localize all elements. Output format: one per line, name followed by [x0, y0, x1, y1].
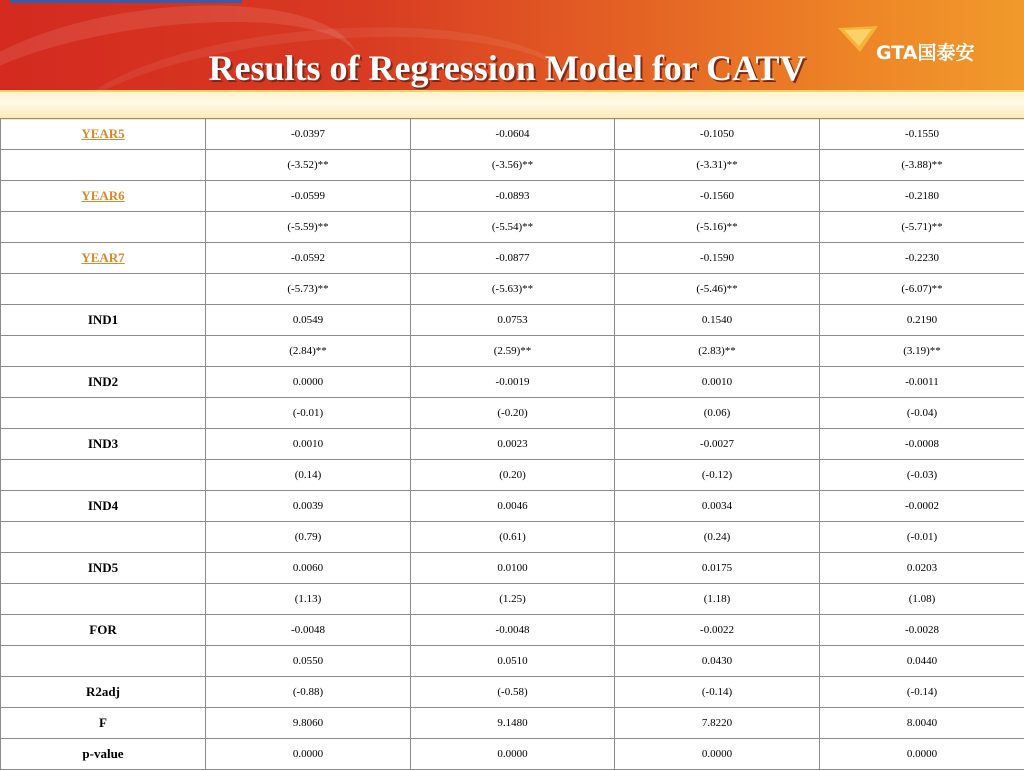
table-cell: (0.61) — [411, 522, 615, 553]
table-row — [1, 708, 1024, 739]
table-cell: -0.1560 — [615, 181, 820, 212]
table-cell: 0.0203 — [820, 553, 1024, 584]
table-cell: 9.1480 — [411, 708, 615, 739]
table-cell: (-0.04) — [820, 398, 1024, 429]
table-cell: 0.0000 — [206, 367, 411, 398]
variable-label — [1, 646, 206, 677]
variable-link[interactable]: YEAR5 — [1, 119, 206, 150]
variable-label: F — [1, 708, 206, 739]
table-cell: 0.0046 — [411, 491, 615, 522]
variable-label: FOR — [1, 615, 206, 646]
table-row — [1, 274, 1024, 305]
table-cell: 0.0010 — [206, 429, 411, 460]
table-cell: -0.1550 — [820, 119, 1024, 150]
table-cell: -0.0893 — [411, 181, 615, 212]
table-cell: 9.8060 — [206, 708, 411, 739]
table-cell: (-3.31)** — [615, 150, 820, 181]
logo-text: GTA国泰安 — [876, 38, 974, 65]
table-cell: (-0.88) — [206, 677, 411, 708]
table-cell: (-3.52)** — [206, 150, 411, 181]
table-body — [1, 119, 1024, 770]
slide-title: Results of Regression Model for CATV — [0, 44, 1014, 90]
gta-logo — [838, 26, 998, 66]
table-cell: (0.06) — [615, 398, 820, 429]
table-cell: 0.1540 — [615, 305, 820, 336]
table-cell: -0.2230 — [820, 243, 1024, 274]
table-cell: (0.79) — [206, 522, 411, 553]
table-cell: -0.0599 — [206, 181, 411, 212]
table-cell: (-6.07)** — [820, 274, 1024, 305]
table-row — [1, 739, 1024, 770]
table-cell: -0.0397 — [206, 119, 411, 150]
table-cell: (1.13) — [206, 584, 411, 615]
variable-label — [1, 398, 206, 429]
variable-link[interactable]: YEAR7 — [1, 243, 206, 274]
table-cell: (-0.20) — [411, 398, 615, 429]
table-cell: -0.0048 — [411, 615, 615, 646]
table-cell: (2.59)** — [411, 336, 615, 367]
table-cell: (1.18) — [615, 584, 820, 615]
table-cell: -0.0028 — [820, 615, 1024, 646]
table-cell: (0.20) — [411, 460, 615, 491]
table-row — [1, 460, 1024, 491]
variable-label: IND4 — [1, 491, 206, 522]
table-cell: -0.0592 — [206, 243, 411, 274]
logo-wing-icon — [838, 26, 878, 52]
table-row — [1, 491, 1024, 522]
table-cell: (2.83)** — [615, 336, 820, 367]
table-cell: 0.0034 — [615, 491, 820, 522]
table-cell: 0.0100 — [411, 553, 615, 584]
table-cell: (1.08) — [820, 584, 1024, 615]
table-cell: (1.25) — [411, 584, 615, 615]
table-cell: 0.0510 — [411, 646, 615, 677]
table-cell: 0.0060 — [206, 553, 411, 584]
slide-header — [0, 0, 1024, 90]
table-cell: (0.24) — [615, 522, 820, 553]
variable-label: IND5 — [1, 553, 206, 584]
table-cell: (-5.54)** — [411, 212, 615, 243]
table-cell: -0.0019 — [411, 367, 615, 398]
table-cell: (-0.14) — [820, 677, 1024, 708]
table-cell: 0.0440 — [820, 646, 1024, 677]
table-cell: 0.0549 — [206, 305, 411, 336]
table-cell: 0.0000 — [820, 739, 1024, 770]
table-row — [1, 243, 1024, 274]
table-cell: 0.0175 — [615, 553, 820, 584]
variable-label — [1, 522, 206, 553]
table-row — [1, 181, 1024, 212]
table-cell: 0.0550 — [206, 646, 411, 677]
table-cell: (-3.88)** — [820, 150, 1024, 181]
table-cell: (0.14) — [206, 460, 411, 491]
variable-label: IND1 — [1, 305, 206, 336]
variable-label — [1, 460, 206, 491]
table-cell: (-5.73)** — [206, 274, 411, 305]
table-cell: 0.0010 — [615, 367, 820, 398]
table-cell: (-5.59)** — [206, 212, 411, 243]
variable-label — [1, 336, 206, 367]
table-cell: 0.0430 — [615, 646, 820, 677]
table-cell: (-0.12) — [615, 460, 820, 491]
table-cell: 7.8220 — [615, 708, 820, 739]
table-row — [1, 212, 1024, 243]
top-accent-bar — [10, 0, 242, 3]
variable-link[interactable]: YEAR6 — [1, 181, 206, 212]
table-cell: (-0.03) — [820, 460, 1024, 491]
table-cell: 0.0000 — [206, 739, 411, 770]
table-cell: 0.0000 — [615, 739, 820, 770]
variable-label: p-value — [1, 739, 206, 770]
variable-label — [1, 150, 206, 181]
variable-label: R2adj — [1, 677, 206, 708]
table-cell: (-5.46)** — [615, 274, 820, 305]
table-cell: -0.0002 — [820, 491, 1024, 522]
variable-label: IND2 — [1, 367, 206, 398]
table-cell: -0.0048 — [206, 615, 411, 646]
table-row — [1, 646, 1024, 677]
table-cell: -0.2180 — [820, 181, 1024, 212]
table-cell: (-0.14) — [615, 677, 820, 708]
table-cell: 0.2190 — [820, 305, 1024, 336]
regression-results-table — [0, 118, 1024, 770]
variable-label: IND3 — [1, 429, 206, 460]
table-row — [1, 553, 1024, 584]
table-cell: (-5.71)** — [820, 212, 1024, 243]
table-cell: (-5.63)** — [411, 274, 615, 305]
table-cell: -0.1590 — [615, 243, 820, 274]
table-cell: 0.0000 — [411, 739, 615, 770]
table-cell: (-0.58) — [411, 677, 615, 708]
table-row — [1, 150, 1024, 181]
table-cell: 0.0023 — [411, 429, 615, 460]
table-cell: (-0.01) — [820, 522, 1024, 553]
table-row — [1, 305, 1024, 336]
table-cell: -0.1050 — [615, 119, 820, 150]
table-cell: 0.0753 — [411, 305, 615, 336]
table-cell: (-0.01) — [206, 398, 411, 429]
table-row — [1, 677, 1024, 708]
table-cell: 8.0040 — [820, 708, 1024, 739]
table-cell: -0.0877 — [411, 243, 615, 274]
table-row — [1, 429, 1024, 460]
table-row — [1, 584, 1024, 615]
table-row — [1, 336, 1024, 367]
table-cell: -0.0022 — [615, 615, 820, 646]
table-cell: (-5.16)** — [615, 212, 820, 243]
variable-label — [1, 584, 206, 615]
table-row — [1, 615, 1024, 646]
table-cell: -0.0027 — [615, 429, 820, 460]
table-row — [1, 119, 1024, 150]
table-cell: -0.0008 — [820, 429, 1024, 460]
variable-label — [1, 274, 206, 305]
table-cell: 0.0039 — [206, 491, 411, 522]
table-cell: -0.0604 — [411, 119, 615, 150]
table-cell: (3.19)** — [820, 336, 1024, 367]
table-cell: (-3.56)** — [411, 150, 615, 181]
table-cell: (2.84)** — [206, 336, 411, 367]
table-row — [1, 367, 1024, 398]
table-cell: -0.0011 — [820, 367, 1024, 398]
table-row — [1, 522, 1024, 553]
table-row — [1, 398, 1024, 429]
header-stripe — [0, 90, 1024, 120]
variable-label — [1, 212, 206, 243]
